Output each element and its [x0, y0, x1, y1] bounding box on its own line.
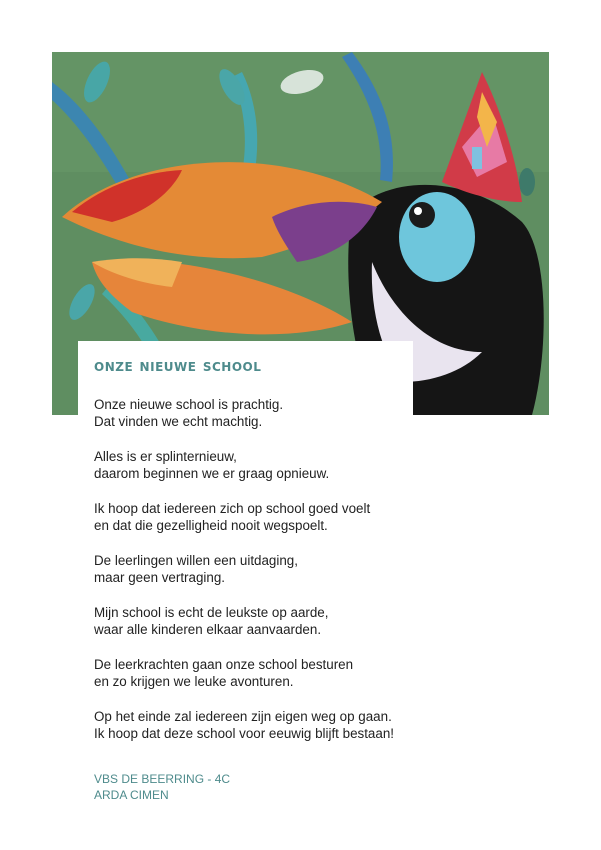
author-credit: ARDA CIMEN — [94, 788, 169, 802]
poem-line: Ik hoop dat iedereen zich op school goed voelt — [94, 501, 371, 516]
school-credit: VBS DE BEERRING - 4C — [94, 772, 231, 786]
stanza — [94, 396, 514, 430]
poem-body — [94, 396, 514, 760]
poem-line: De leerlingen willen een uitdaging, — [94, 553, 298, 568]
poem-line: daarom beginnen we er graag opnieuw. — [94, 466, 330, 481]
credits — [94, 771, 230, 803]
stanza — [94, 656, 514, 690]
poem-line: Op het einde zal iedereen zijn eigen weg op gaan. — [94, 709, 392, 724]
poem-line: Onze nieuwe school is prachtig. — [94, 397, 284, 412]
stanza — [94, 500, 514, 534]
stanza — [94, 448, 514, 482]
poem-line: Alles is er splinternieuw, — [94, 449, 237, 464]
stanza — [94, 552, 514, 586]
poem-line: en dat die gezelligheid nooit wegspoelt. — [94, 518, 328, 533]
poem-line: Dat vinden we echt machtig. — [94, 414, 263, 429]
poem-line: De leerkrachten gaan onze school besturen — [94, 657, 354, 672]
stanza — [94, 708, 514, 742]
stanza — [94, 604, 514, 638]
poem-line: waar alle kinderen elkaar aanvaarden. — [94, 622, 322, 637]
poem-line: Mijn school is echt de leukste op aarde, — [94, 605, 329, 620]
poem-title: onze nieuwe school — [94, 356, 262, 376]
poem-line: Ik hoop dat deze school voor eeuwig blijft bestaan! — [94, 726, 394, 741]
poem-line: maar geen vertraging. — [94, 570, 226, 585]
poem-line: en zo krijgen we leuke avonturen. — [94, 674, 294, 689]
